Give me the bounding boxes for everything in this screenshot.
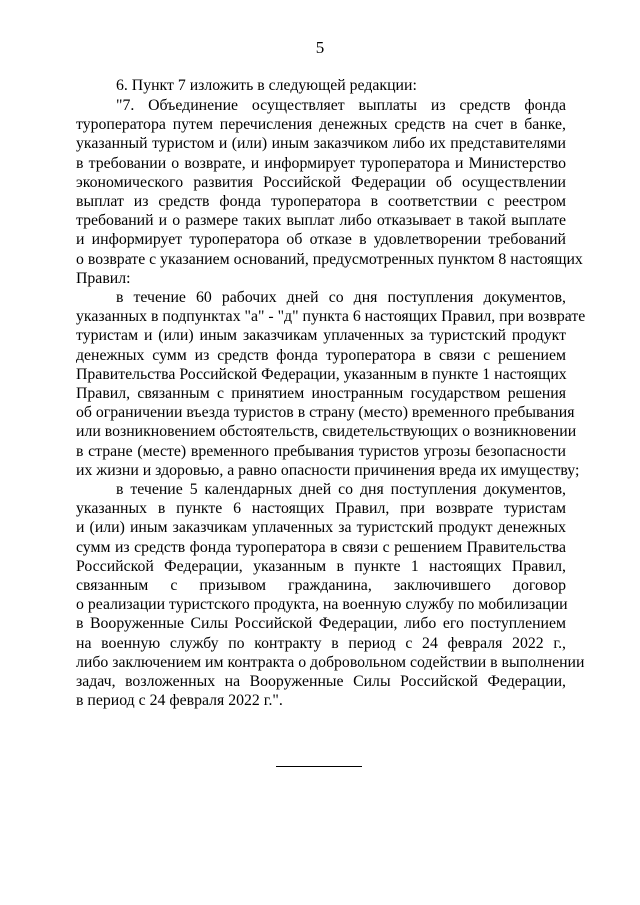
text-line: или возникновением обстоятельств, свидетельствующих о возникновении	[76, 423, 577, 441]
paragraph-7-intro	[76, 96, 583, 288]
text-line: в течение 5 календарных дней со дня поступления документов,	[116, 481, 566, 498]
text-line: туристам и (или) иным заказчикам уплаченных за туристский продукт	[76, 327, 566, 345]
text-line: Правительства Российской Федерации, указанным в пункте 1 настоящих	[76, 365, 567, 383]
text-line: указанных в подпунктах "а" - "д" пункта 6 настоящих Правил, при возврате	[76, 308, 586, 326]
text-line: в течение 60 рабочих дней со дня поступления документов,	[116, 289, 566, 306]
text-line: в стране (месте) временного пребывания туристов угрозы безопасности	[76, 442, 566, 460]
item-heading: 6. Пункт 7 изложить в следующей редакции:	[116, 77, 417, 94]
text-line: о реализации туристского продукта, на военную службу по мобилизации	[76, 596, 568, 614]
text-line: задач, возложенных на Вооруженные Силы Российской Федерации,	[76, 673, 566, 691]
text-line: на военную службу по контракту в период с 24 февраля 2022 г.,	[76, 634, 566, 652]
text-line: Правил, связанным с принятием иностранным государством решения	[76, 385, 566, 403]
text-line: "7. Объединение осуществляет выплаты из средств фонда	[116, 97, 566, 114]
text-line: в требовании о возврате, и информирует туроператора и Министерство	[76, 154, 566, 172]
text-line: Российской Федерации, указанным в пункте 1 настоящих Правил,	[76, 557, 566, 575]
text-line: требований и о размере таких выплат либо отказывает в такой выплате	[76, 212, 566, 230]
item-heading-block	[76, 76, 566, 95]
text-line: указанный туристом и (или) иным заказчиком либо их представителями	[76, 135, 566, 153]
text-line: выплат из средств фонда туроператора в соответствии с реестром	[76, 193, 566, 211]
text-line: об ограничении въезда туристов в страну (место) временного пребывания	[76, 404, 575, 422]
text-line: указанных в пункте 6 настоящих Правил, при возврате туристам	[76, 500, 566, 518]
text-line: и (или) иным заказчикам уплаченных за туристский продукт денежных	[76, 519, 566, 537]
text-line: и информирует туроператора об отказе в удовлетворении требований	[76, 231, 566, 249]
page-number: 5	[315, 38, 325, 57]
text-line: в период с 24 февраля 2022 г.".	[76, 692, 283, 710]
paragraph-60-days	[76, 288, 586, 480]
paragraph-5-days	[76, 480, 585, 710]
end-divider	[276, 766, 362, 767]
text-line: экономического развития Российской Федерации об осуществлении	[76, 173, 566, 191]
text-line: Правил:	[76, 269, 131, 287]
text-line: о возврате с указанием оснований, предусмотренных пунктом 8 настоящих	[76, 250, 583, 268]
text-line: в Вооруженные Силы Российской Федерации, либо его поступлением	[76, 615, 566, 633]
text-line: туроператора путем перечисления денежных средств на счет в банке,	[76, 116, 566, 134]
text-line: связанным с призывом гражданина, заключившего договор	[76, 577, 566, 595]
text-line: либо заключением им контракта о добровольном содействии в выполнении	[76, 653, 585, 671]
text-line: их жизни и здоровью, а равно опасности причинения вреда их имуществу;	[76, 461, 580, 479]
text-line: сумм из средств фонда туроператора в связи с решением Правительства	[76, 538, 566, 556]
text-line: денежных сумм из средств фонда туроператора в связи с решением	[76, 346, 566, 364]
